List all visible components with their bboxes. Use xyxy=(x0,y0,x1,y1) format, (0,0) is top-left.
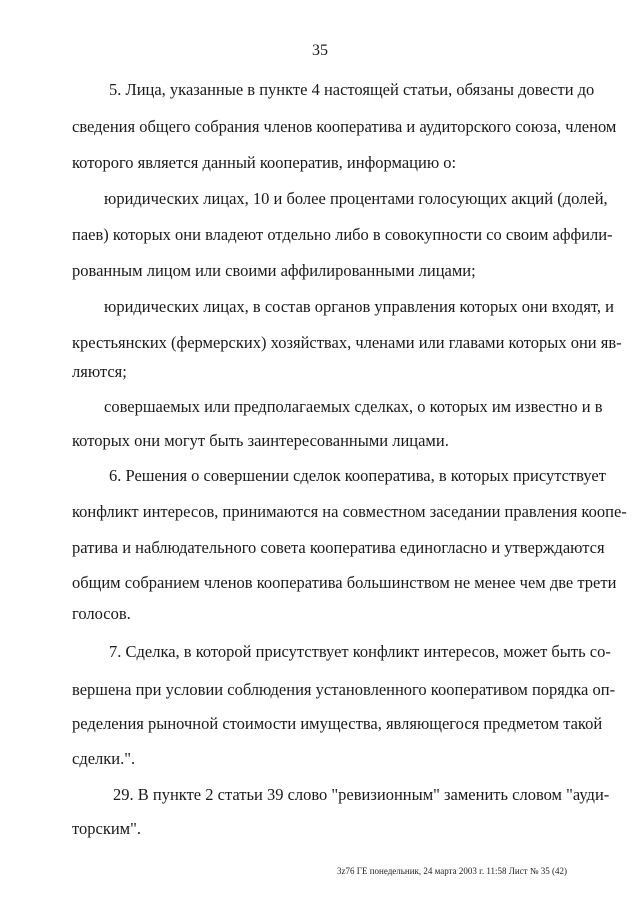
text-line: 29. В пункте 2 статьи 39 слово "ревизионным" заменить словом "ауди- xyxy=(113,785,610,804)
text-line: вершена при условии соблюдения установленного кооперативом порядка оп- xyxy=(72,680,616,699)
text-line: ляются; xyxy=(72,362,127,381)
text-line: ратива и наблюдательного совета кооператива единогласно и утверждаются xyxy=(72,538,605,557)
text-line: юридических лицах, 10 и более процентами голосующих акций (долей, xyxy=(104,189,608,208)
text-line: сведения общего собрания членов кооператива и аудиторского союза, членом xyxy=(72,117,617,136)
text-line: сделки.". xyxy=(72,749,136,768)
text-line: крестьянских (фермерских) хозяйствах, членами или главами которых они яв- xyxy=(72,333,622,352)
text-line: юридических лицах, в состав органов управления которых они входят, и xyxy=(104,297,614,316)
text-line: 5. Лица, указанные в пункте 4 настоящей статьи, обязаны довести до xyxy=(109,80,595,99)
text-line: рованным лицом или своими аффилированными лицами; xyxy=(72,261,476,280)
text-line: 7. Сделка, в которой присутствует конфликт интересов, может быть со- xyxy=(109,642,611,661)
text-line: которого является данный кооператив, информацию о: xyxy=(72,153,457,172)
text-line: совершаемых или предполагаемых сделках, о которых им известно и в xyxy=(104,397,603,416)
page-number: 35 xyxy=(312,42,328,59)
text-line: торским". xyxy=(72,819,141,838)
text-line: 6. Решения о совершении сделок кооператива, в которых присутствует xyxy=(109,466,606,485)
text-line: которых они могут быть заинтересованными лицами. xyxy=(72,431,449,450)
text-line: конфликт интересов, принимаются на совместном заседании правления коопе- xyxy=(72,502,627,521)
text-line: ределения рыночной стоимости имущества, являющегося предметом такой xyxy=(72,714,603,733)
text-line: паев) которых они владеют отдельно либо в совокупности со своим аффили- xyxy=(72,225,613,244)
text-line: голосов. xyxy=(72,604,131,623)
page-footer: 3z76 ГЕ понедельник, 24 марта 2003 г. 11:58 Лист № 35 (42) xyxy=(337,866,567,876)
text-line: общим собранием членов кооператива большинством не менее чем две трети xyxy=(72,573,617,592)
